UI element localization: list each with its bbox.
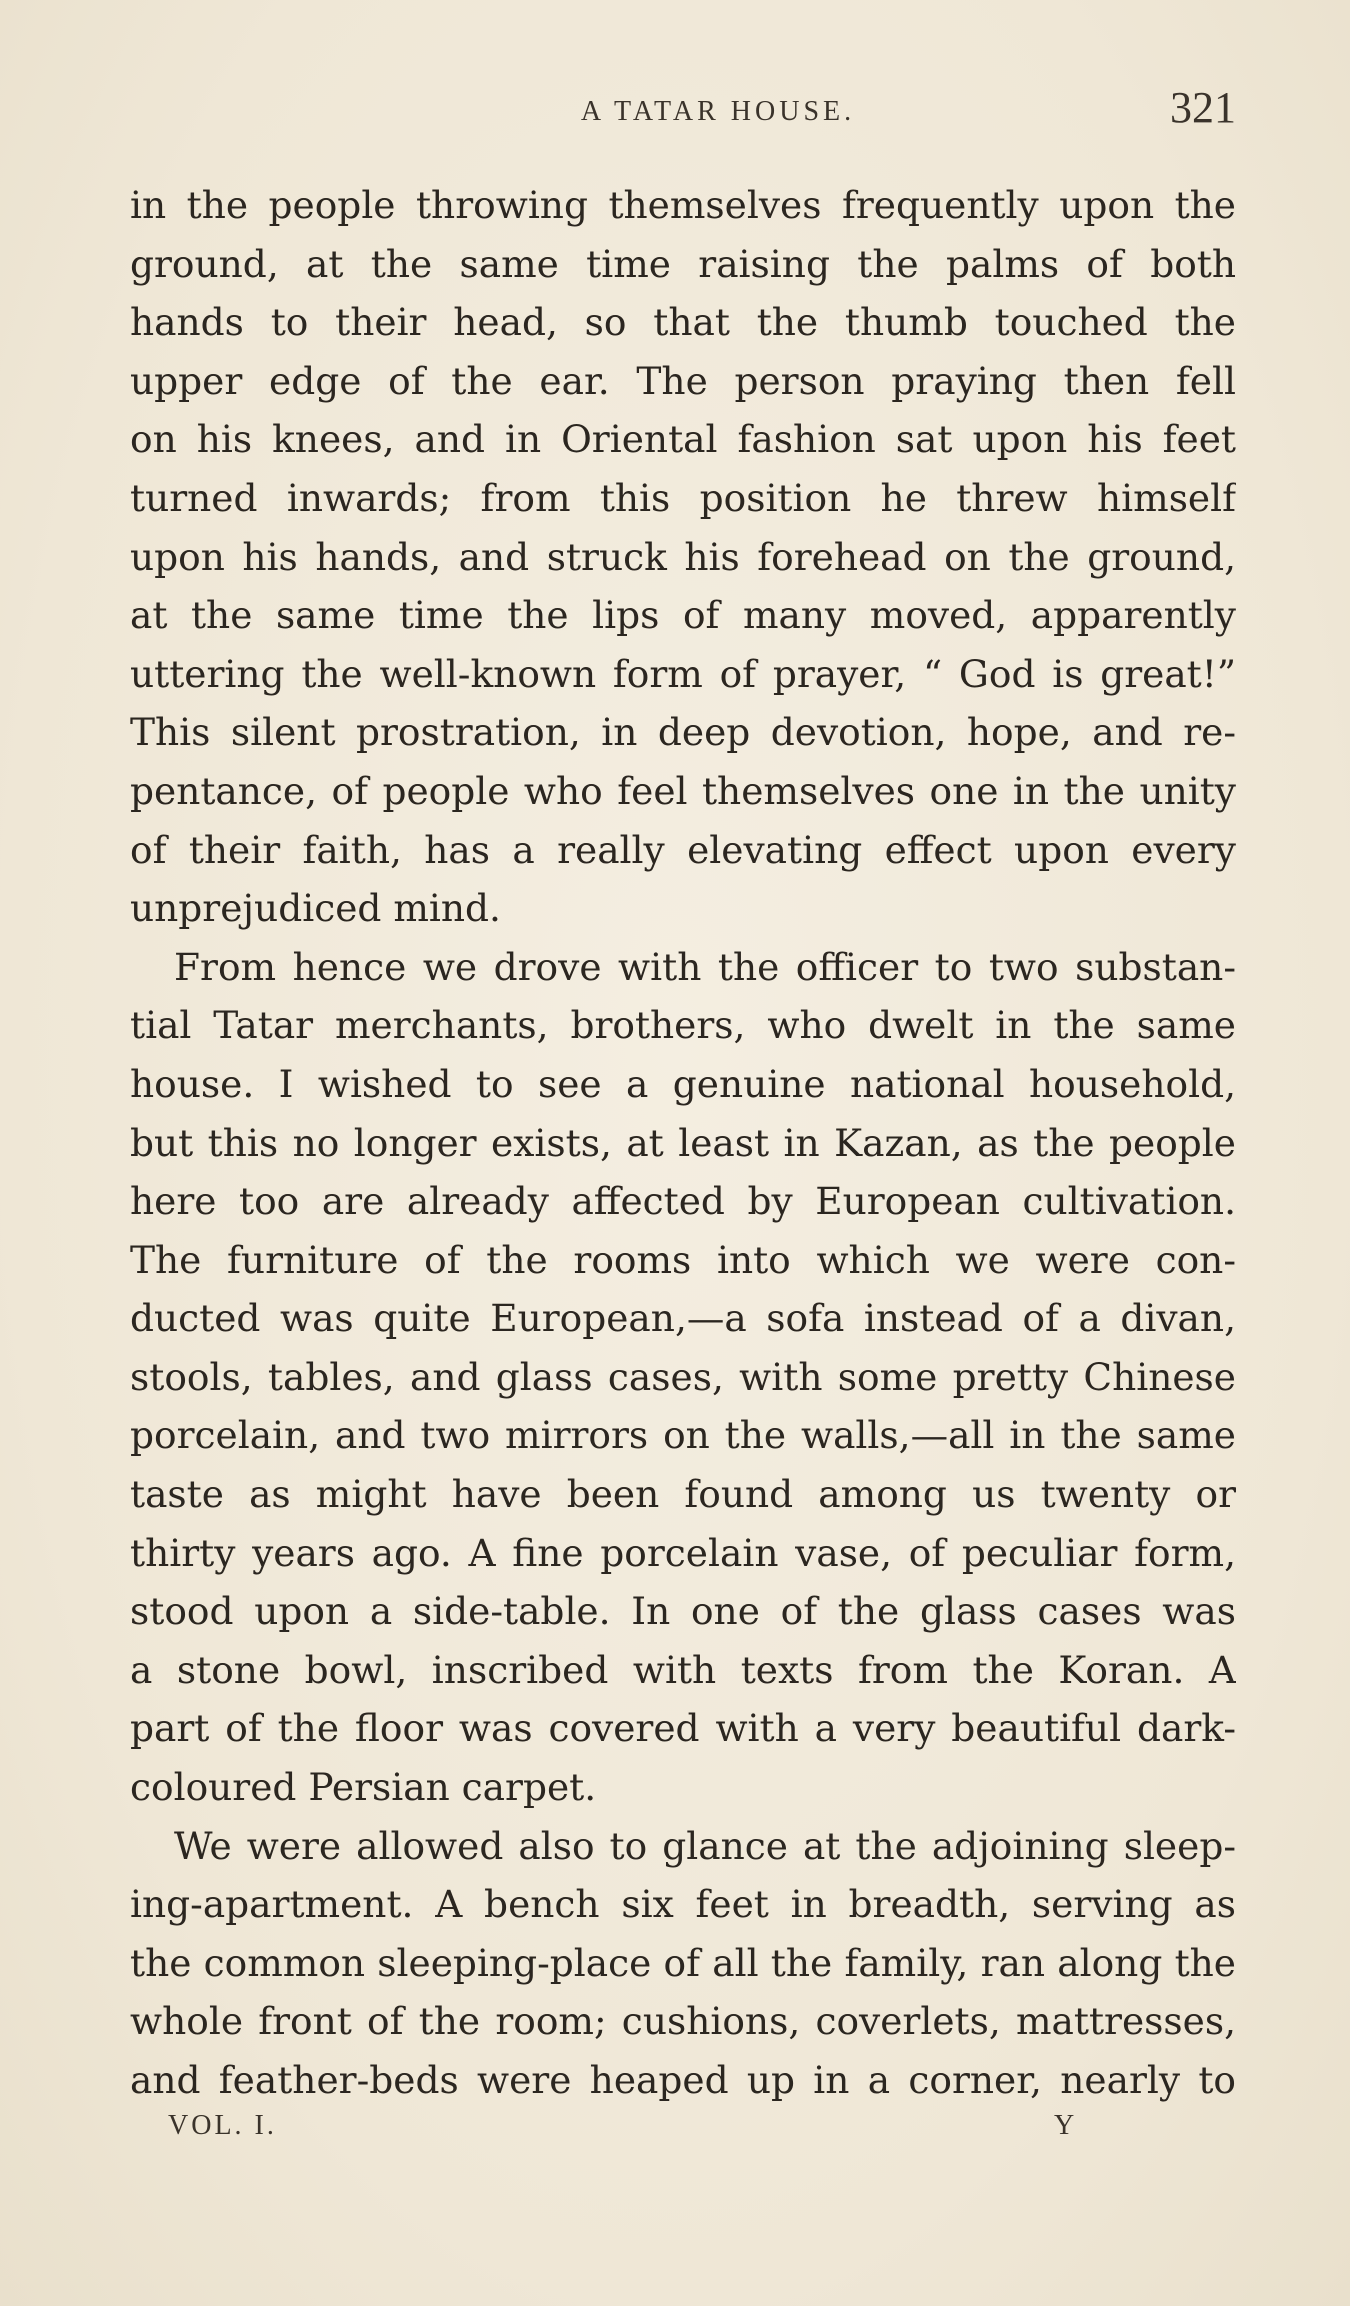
text-line: uttering the well-known form of prayer, “ God is great!” bbox=[130, 651, 1236, 696]
volume-signature: VOL. I. bbox=[168, 2110, 277, 2141]
text-line: unprejudiced mind. bbox=[130, 886, 501, 931]
text-line: upon his hands, and struck his forehead on the ground, bbox=[130, 534, 1236, 579]
text-line: taste as might have been found among us twenty or bbox=[130, 1472, 1236, 1517]
text-line: porcelain, and two mirrors on the walls,—all in the same bbox=[130, 1413, 1236, 1458]
text-line: pentance, of people who feel themselves one in the unity bbox=[130, 768, 1236, 813]
text-line: whole front of the room; cushions, coverlets, mattresses, bbox=[130, 1999, 1236, 2044]
paragraph bbox=[130, 1817, 1236, 2110]
running-head: A TATAR HOUSE. bbox=[580, 96, 856, 127]
page-footer bbox=[168, 2110, 1075, 2160]
body-text bbox=[130, 176, 1236, 2110]
text-line: The furniture of the rooms into which we were con- bbox=[130, 1237, 1236, 1282]
text-line: a stone bowl, inscribed with texts from the Koran. A bbox=[130, 1647, 1236, 1692]
text-line: house. I wished to see a genuine national household, bbox=[130, 1061, 1236, 1106]
text-line: stood upon a side-table. In one of the glass cases was bbox=[130, 1589, 1236, 1634]
text-line: thirty years ago. A fine porcelain vase, of peculiar form, bbox=[130, 1530, 1236, 1575]
text-line: We were allowed also to glance at the adjoining sleep- bbox=[174, 1823, 1236, 1868]
text-line: This silent prostration, in deep devotion, hope, and re- bbox=[130, 710, 1236, 755]
page-number: 321 bbox=[1170, 83, 1236, 132]
page-header bbox=[130, 82, 1236, 142]
text-line: ground, at the same time raising the palms of both bbox=[130, 241, 1236, 286]
paragraph bbox=[130, 938, 1236, 1817]
paragraph bbox=[130, 176, 1236, 938]
text-line: in the people throwing themselves frequently upon the bbox=[130, 183, 1236, 227]
text-line: stools, tables, and glass cases, with some pretty Chinese bbox=[130, 1354, 1236, 1399]
text-line: coloured Persian carpet. bbox=[130, 1765, 597, 1810]
text-line: here too are already affected by European cultivation. bbox=[130, 1179, 1236, 1224]
text-line: and feather-beds were heaped up in a corner, nearly to bbox=[130, 2058, 1236, 2102]
text-line: upper edge of the ear. The person praying then fell bbox=[130, 358, 1236, 403]
text-line: the common sleeping-place of all the family, ran along the bbox=[130, 1940, 1236, 1985]
gathering-signature-mark: Y bbox=[1054, 2110, 1075, 2141]
text-line: ducted was quite European,—a sofa instead of a divan, bbox=[130, 1296, 1236, 1341]
text-line: at the same time the lips of many moved, apparently bbox=[130, 593, 1236, 638]
text-line: From hence we drove with the officer to two substan- bbox=[174, 944, 1236, 989]
text-line: part of the floor was covered with a very beautiful dark- bbox=[130, 1706, 1236, 1751]
text-line: of their faith, has a really elevating effect upon every bbox=[130, 827, 1236, 872]
text-line: hands to their head, so that the thumb touched the bbox=[130, 300, 1236, 345]
text-line: but this no longer exists, at least in Kazan, as the people bbox=[130, 1120, 1236, 1165]
text-line: turned inwards; from this position he threw himself bbox=[130, 475, 1236, 520]
text-line: on his knees, and in Oriental fashion sat upon his feet bbox=[130, 417, 1236, 462]
text-line: ing-apartment. A bench six feet in breadth, serving as bbox=[130, 1882, 1236, 1927]
text-line: tial Tatar merchants, brothers, who dwelt in the same bbox=[130, 1003, 1236, 1048]
